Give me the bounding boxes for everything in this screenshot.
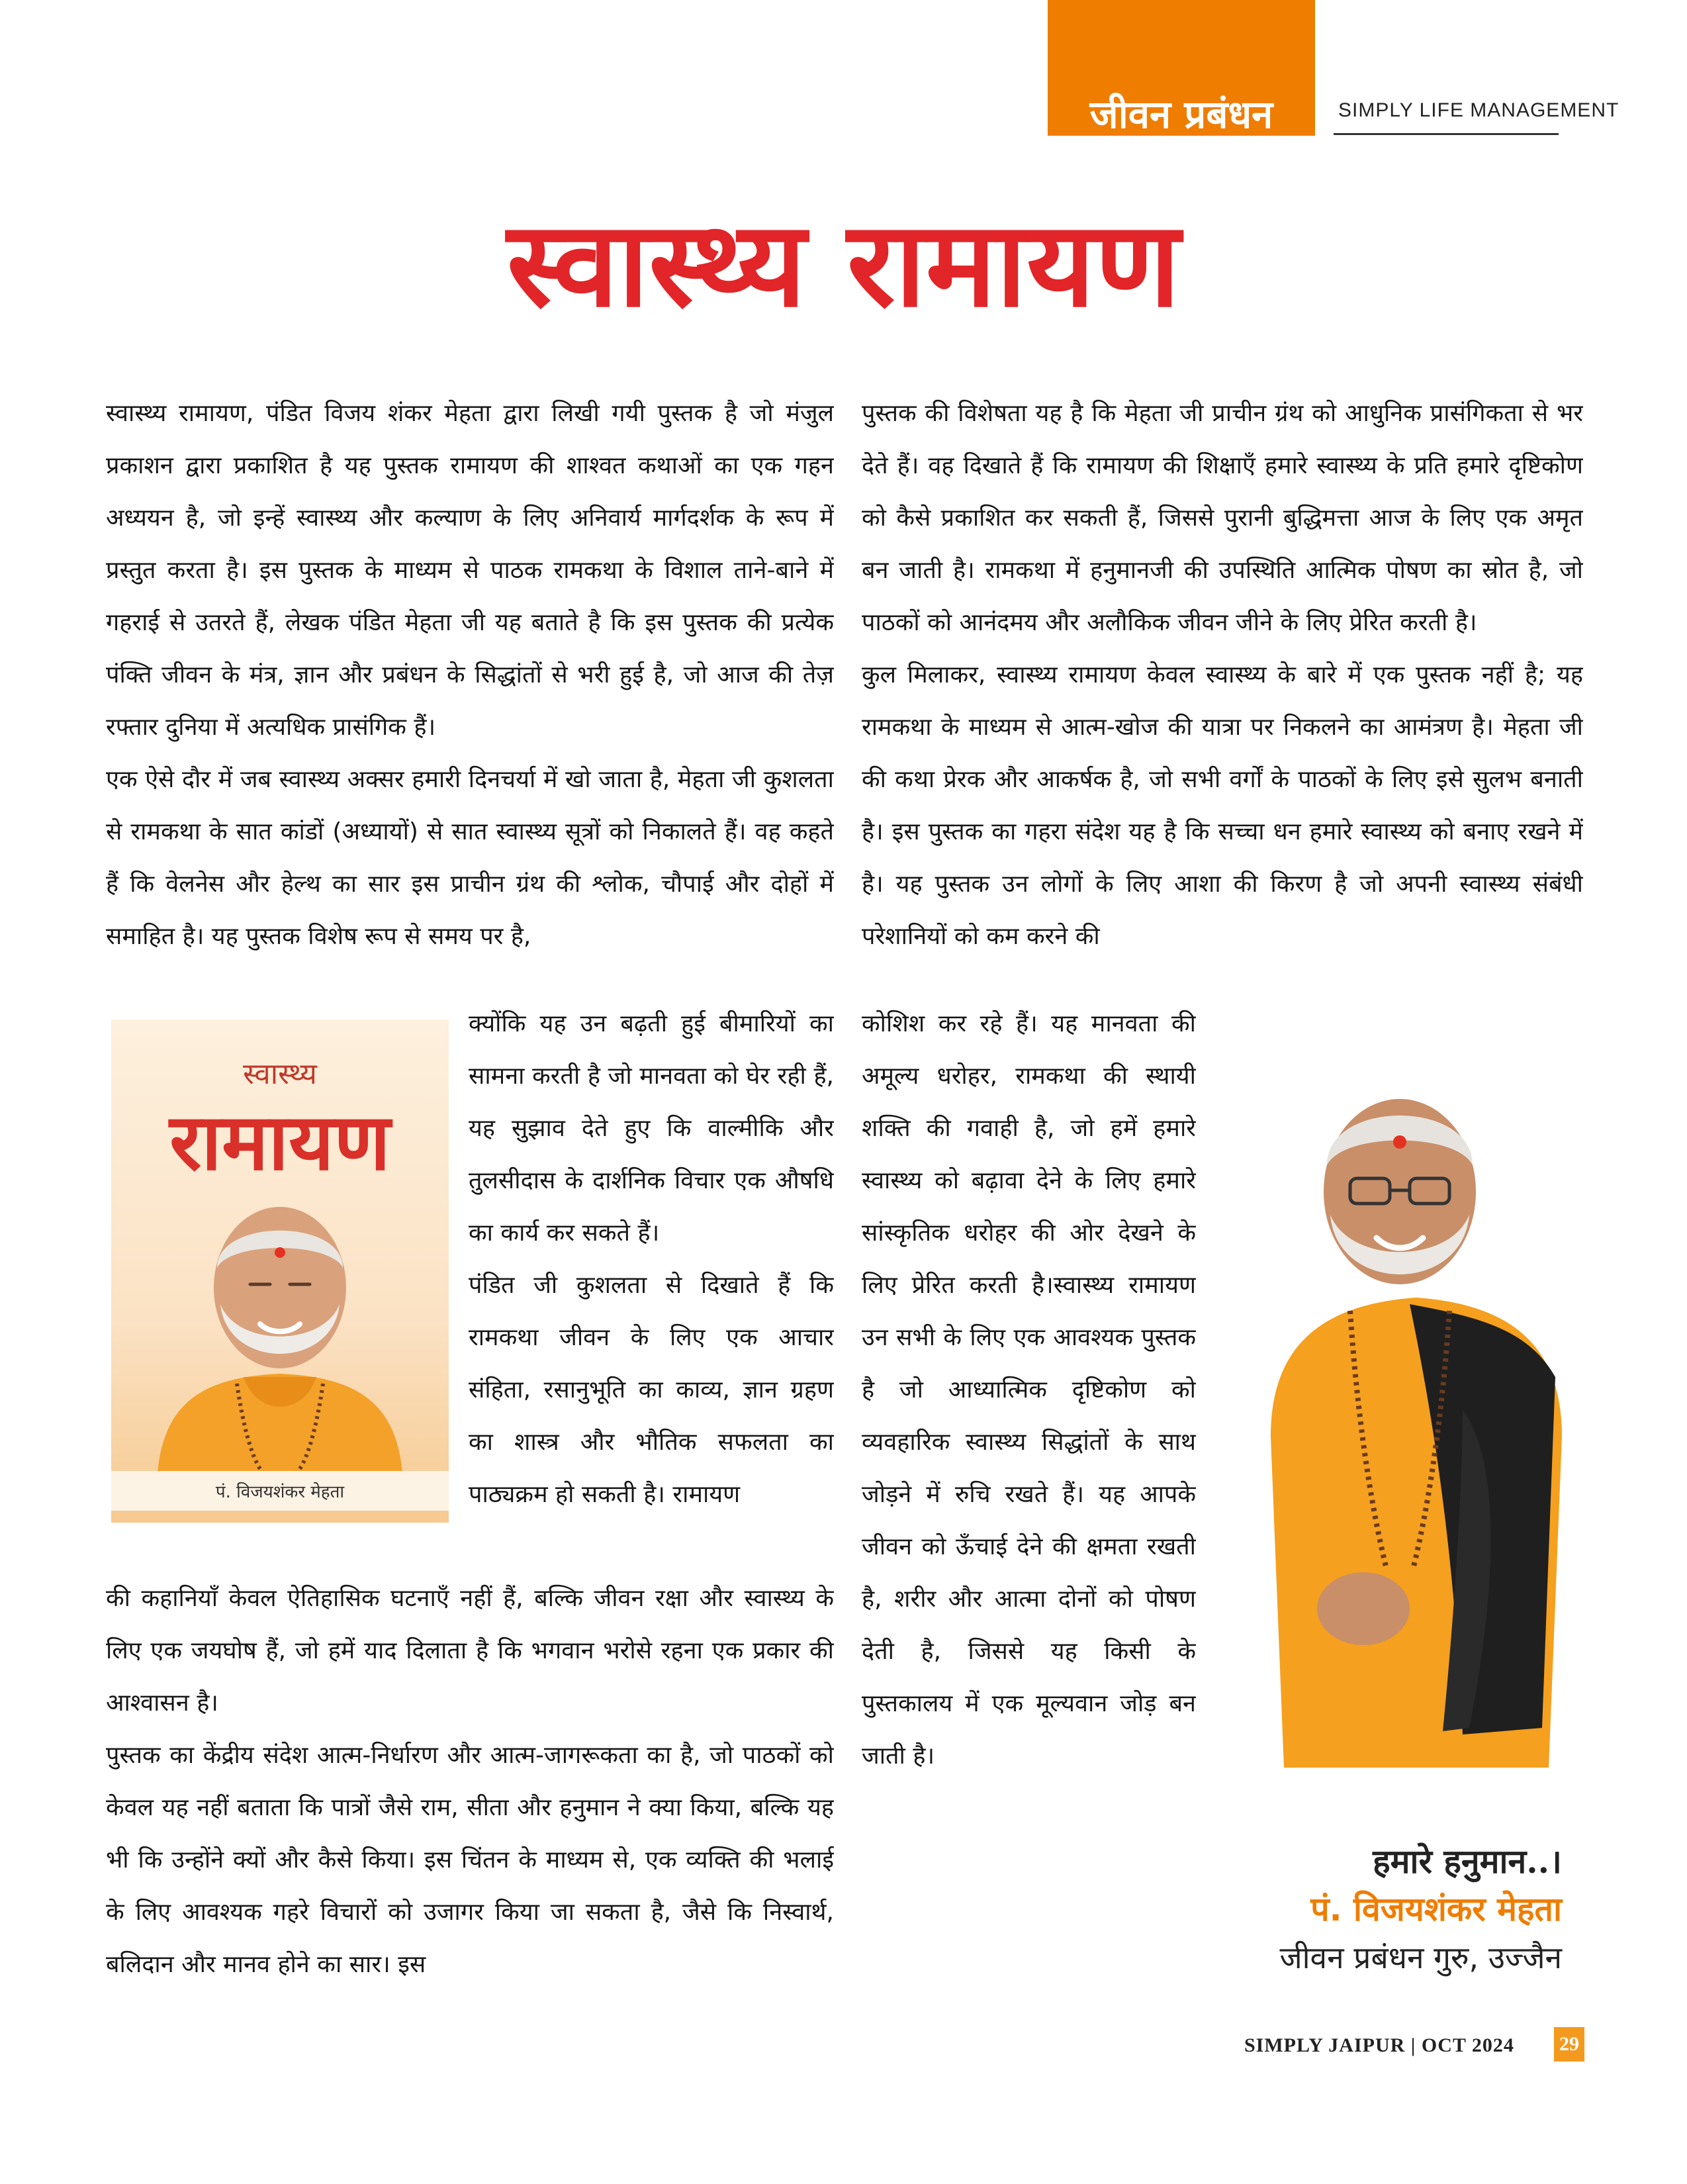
signature-author-title: जीवन प्रबंधन गुरु, उज्जैन: [1279, 1940, 1562, 1975]
footer-credit: [1244, 2034, 1514, 2057]
left-column-block-3: [106, 1572, 834, 1991]
cover-author: पं. विजयशंकर मेहता: [215, 1482, 345, 1502]
cover-small-title: स्वास्थ्य: [243, 1057, 317, 1091]
right-column-block-1: [862, 387, 1583, 963]
header-rule: [1334, 133, 1559, 135]
author-photo-illustration: [111, 1178, 449, 1473]
left-column-block-2: [469, 998, 834, 1521]
author-portrait-photo: [1244, 1066, 1588, 1768]
footer-issue: OCT 2024: [1421, 2034, 1514, 2056]
article-title: स्वास्थ्य रामायण: [506, 196, 1181, 333]
book-cover-image: [111, 1020, 449, 1523]
footer-magazine: SIMPLY JAIPUR |: [1244, 2034, 1416, 2056]
paragraph: की कहानियाँ केवल ऐतिहासिक घटनाएँ नहीं हैं, बल्कि जीवन रक्षा और स्वास्थ्य के लिए एक जयघोष हैं, जो हमें याद दिलाता है कि भगवान भरोसे रहना एक प्रकार की आश्वासन है।: [106, 1585, 834, 1717]
paragraph: स्वास्थ्य रामायण, पंडित विजय शंकर मेहता द्वारा लिखी गयी पुस्तक है जो मंजुल प्रकाशन द्वारा प्रकाशित है यह पुस्तक रामायण की शाश्वत कथाओं का एक गहन अध्ययन है, जो इन्हें स्वास्थ्य और कल्याण के लिए अनिवार्य मार्गदर्शक के रूप में प्रस्तुत करता है। इस पुस्तक के माध्यम से पाठक रामकथा के विशाल ताने-बाने में गहराई से उतरते हैं, लेखक पंडित मेहता जी यह बताते है कि इस पुस्तक की प्रत्येक पंक्ति जीवन के मंत्र, ज्ञान और प्रबंधन के सिद्धांतों से भरी हुई है, जो आज की तेज़ रफ्तार दुनिया में अत्यधिक प्रासंगिक हैं।: [106, 400, 834, 741]
cover-big-title: रामायण: [169, 1096, 390, 1188]
paragraph: एक ऐसे दौर में जब स्वास्थ्य अक्सर हमारी दिनचर्या में खो जाता है, मेहता जी कुशलता से रामकथा के सात कांडों (अध्यायों) से सात स्वास्थ्य सूत्रों को निकालते हैं। वह कहते हैं कि वेलनेस और हेल्थ का सार इस प्राचीन ग्रंथ की श्लोक, चौपाई और दोहों में समाहित है। यह पुस्तक विशेष रूप से समय पर है,: [106, 766, 834, 950]
paragraph: क्योंकि यह उन बढ़ती हुई बीमारियों का सामना करती है जो मानवता को घेर रही हैं, यह सुझाव देते हुए कि वाल्मीकि और तुलसीदास के दार्शनिक विचार एक औषधि का कार्य कर सकते हैं।: [469, 1010, 834, 1247]
section-subtitle: SIMPLY LIFE MANAGEMENT: [1338, 99, 1619, 121]
paragraph: पुस्तक का केंद्रीय संदेश आत्म-निर्धारण और आत्म-जागरूकता का है, जो पाठकों को केवल यह नहीं बताता कि पात्रों जैसे राम, सीता और हनुमान ने क्या किया, बल्कि यह भी कि उन्होंने क्यों और कैसे किया। इस चिंतन के माध्यम से, एक व्यक्ति की भलाई के लिए आवश्यक गहरे विचारों को उजागर किया जा सकता है, जैसे कि निस्वार्थ, बलिदान और मानव होने का सार। इस: [106, 1742, 834, 1978]
paragraph: कुल मिलाकर, स्वास्थ्य रामायण केवल स्वास्थ्य के बारे में एक पुस्तक नहीं है; यह रामकथा के माध्यम से आत्म-खोज की यात्रा पर निकलने का आमंत्रण है। मेहता जी की कथा प्रेरक और आकर्षक है, जो सभी वर्गों के पाठकों के लिए इसे सुलभ बनाती है। इस पुस्तक का गहरा संदेश यह है कि सच्चा धन हमारे स्वास्थ्य को बनाए रखने में है। यह पुस्तक उन लोगों के लिए आशा की किरण है जो अपनी स्वास्थ्य संबंधी परेशानियों को कम करने की: [862, 661, 1583, 950]
right-column-block-2: [862, 998, 1196, 1782]
section-label: जीवन प्रबंधन: [1089, 92, 1273, 137]
paragraph: पंडित जी कुशलता से दिखाते हैं कि रामकथा जीवन के लिए एक आचार संहिता, रसानुभूति का काव्य, ज्ञान ग्रहण का शास्त्र और भौतिक सफलता का पाठ्यक्रम हो सकती है। रामायण: [469, 1272, 834, 1508]
paragraph: कोशिश कर रहे हैं। यह मानवता की अमूल्य धरोहर, रामकथा की स्थायी शक्ति की गवाही है, जो हमें हमारे स्वास्थ्य को बढ़ावा देने के लिए हमारे सांस्कृतिक धरोहर की ओर देखने के लिए प्रेरित करती है।स्वास्थ्य रामायण उन सभी के लिए एक आवश्यक पुस्तक है जो आध्यात्मिक दृष्टिकोण को व्यवहारिक स्वास्थ्य सिद्धांतों के साथ जोड़ने में रुचि रखते हैं। यह आपके जीवन को ऊँचाई देने की क्षमता रखती है, शरीर और आत्मा दोनों को पोषण देती है, जिससे यह किसी के पुस्तकालय में एक मूल्यवान जोड़ बन जाती है।: [862, 1010, 1196, 1770]
paragraph: पुस्तक की विशेषता यह है कि मेहता जी प्राचीन ग्रंथ को आधुनिक प्रासंगिकता से भर देते हैं। वह दिखाते हैं कि रामायण की शिक्षाएँ हमारे स्वास्थ्य के प्रति हमारे दृष्टिकोण को कैसे प्रकाशित कर सकती हैं, जिससे पुरानी बुद्धिमत्ता आज के लिए एक अमृत बन जाती है। रामकथा में हनुमानजी की उपस्थिति आत्मिक पोषण का स्रोत है, जो पाठकों को आनंदमय और अलौकिक जीवन जीने के लिए प्रेरित करती है।: [862, 400, 1583, 636]
left-column-block-1: [106, 387, 834, 963]
signature-author-name: पं. विजयशंकर मेहता: [1310, 1890, 1562, 1928]
page-number: 29: [1554, 2027, 1584, 2062]
signature-line-1: हमारे हनुमान..।: [1373, 1842, 1562, 1881]
